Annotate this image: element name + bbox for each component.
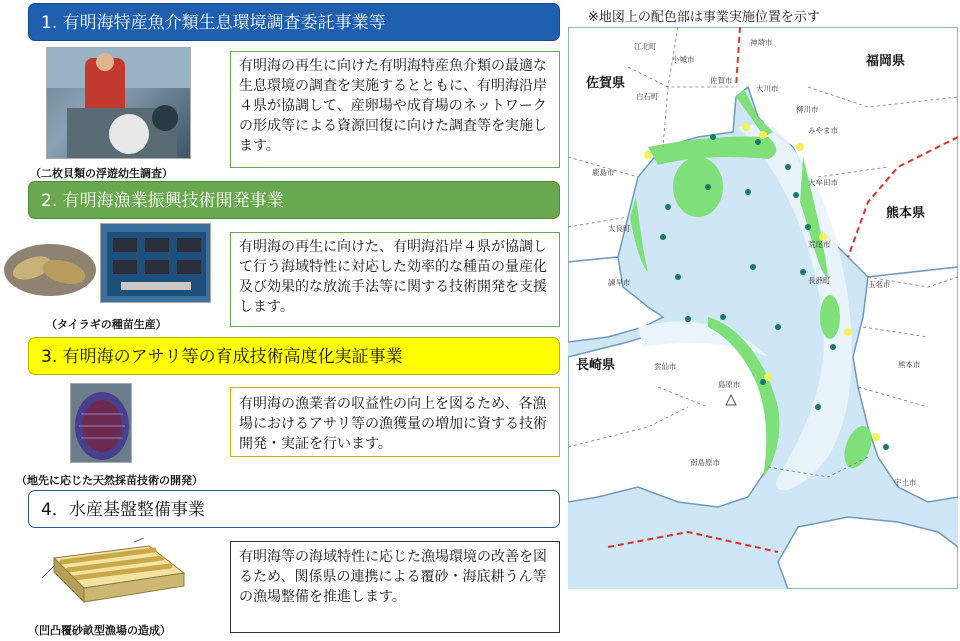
ridge-fishing-ground-diagram: [34, 538, 194, 614]
pref-kumamoto: 熊本県: [886, 206, 926, 221]
city-isahaya: 諫早市: [608, 278, 631, 287]
city-omuta: 大牟田市: [808, 178, 838, 187]
city-miyama: みやま市: [808, 126, 838, 135]
city-arao: 荒尾市: [808, 240, 831, 249]
section-3-description: 有明海の漁業者の収益性の向上を図るため、各漁場におけるアサリ等の漁獲量の増加に資する技術開発・実証を行います。: [230, 387, 560, 457]
section-4-title: 4．水産基盤整備事業: [28, 490, 560, 528]
area-arao: [820, 295, 840, 339]
plankton-survey-photo: [46, 47, 191, 159]
city-shimabara: 島原市: [718, 380, 741, 389]
pref-fukuoka: 福岡県: [866, 54, 906, 69]
clam-net-bag-photo: [70, 383, 132, 463]
city-saga: 佐賀市: [710, 76, 733, 85]
city-yanagawa: 柳川市: [796, 105, 819, 114]
city-okawa: 大川市: [756, 84, 779, 93]
city-ogi: 小城市: [672, 55, 695, 64]
section-1-description: 有明海の再生に向けた有明海特産魚介類の最適な生息環境の調査を実施するとともに、有明海沿岸４県が協調して、産卵場や成育場のネットワークの形成等による資源回復に向けた調査等を実施します。: [230, 51, 560, 168]
section-2-caption: （タイラギの種苗生産）: [46, 318, 167, 331]
pref-nagasaki: 長崎県: [576, 358, 616, 373]
section-4-description: 有明海等の海域特性に応じた漁場環境の改善を図るため、関係県の連携による覆砂・海底耕うん等の漁場整備を推進します。: [230, 541, 560, 633]
city-nagasu: 長洲町: [808, 276, 831, 285]
city-uto: 宇土市: [894, 478, 917, 487]
section-4-caption: （凹凸覆砂畝型漁場の造成）: [28, 624, 171, 637]
city-unzen: 雲仙市: [654, 362, 677, 371]
ariake-sea-map: [568, 27, 958, 589]
pen-shell-photo: [2, 230, 99, 300]
city-tamana: 玉名市: [868, 280, 891, 289]
area-saga-offshore: [673, 157, 723, 217]
city-tara: 太良町: [608, 224, 631, 233]
pref-saga: 佐賀県: [586, 76, 626, 91]
city-kohoku: 江北町: [634, 42, 657, 51]
section-3-caption: （地先に応じた天然採苗技術の開発）: [16, 474, 203, 487]
map-note: ※地図上の配色部は事業実施位置を示す: [588, 10, 820, 25]
section-1-title: 1. 有明海特産魚介類生息環境調査委託事業等: [28, 3, 560, 41]
city-minamishimabara: 南島原市: [690, 458, 720, 467]
section-3-title: 3. 有明海のアサリ等の育成技術高度化実証事業: [28, 337, 560, 375]
section-2-description: 有明海の再生に向けた、有明海沿岸４県が協調して行う海域特性に対応した効率的な種苗の量産化及び効果的な放流手法等に関する技術開発を支援します。: [230, 232, 560, 327]
city-kanzaki: 神埼市: [750, 38, 773, 47]
section-1-caption: （二枚貝類の浮遊幼生調査）: [30, 167, 173, 180]
city-shiroishi: 白石町: [636, 92, 659, 101]
section-2-title: 2. 有明海漁業振興技術開発事業: [28, 181, 560, 219]
city-kumamoto: 熊本市: [898, 360, 921, 369]
city-kashima: 鹿島市: [592, 168, 615, 177]
seed-tank-photo: [100, 223, 211, 303]
